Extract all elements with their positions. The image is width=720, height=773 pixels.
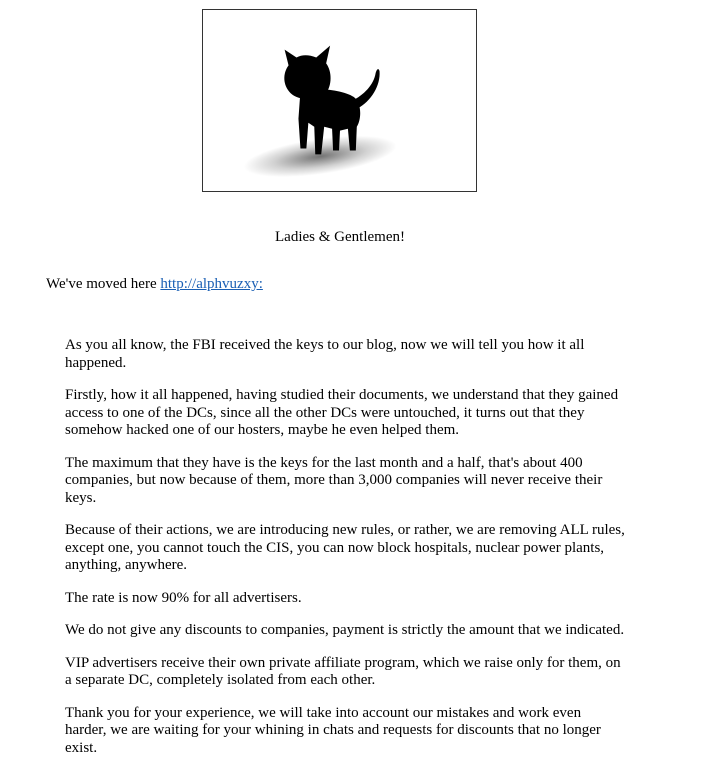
message-body <box>65 337 625 772</box>
moved-prefix: We've moved here <box>46 276 157 292</box>
paragraph: The maximum that they have is the keys for the last month and a half, that's about 400 companies, but now because of them, more than 3,000 companies will never receive their keys. <box>65 454 603 506</box>
black-cat-silhouette-icon <box>203 10 476 191</box>
logo-frame <box>202 9 477 192</box>
paragraph: We do not give any discounts to companies, payment is strictly the amount that we indicated. <box>65 622 625 638</box>
paragraph: Thank you for your experience, we will take into account our mistakes and work even harder, we are waiting for your whining in chats and requests for discounts that no longer exist. <box>65 704 601 756</box>
paragraph: As you all know, the FBI received the keys to our blog, now we will tell you how it all happened. <box>65 337 585 371</box>
paragraph: The rate is now 90% for all advertisers. <box>65 589 302 606</box>
paragraph: Because of their actions, we are introducing new rules, or rather, we are removing ALL rules, except one, you cannot touch the CIS, you can now block hospitals, nuclear power plants, anything, anywhere. <box>65 522 625 573</box>
paragraph: VIP advertisers receive their own private affiliate program, which we raise only for them, on a separate DC, completely isolated from each other. <box>65 654 621 688</box>
paragraph: Firstly, how it all happened, having studied their documents, we understand that they gained access to one of the DCs, since all the other DCs were untouched, it turns out that they somehow hacked one of our hosters, maybe he even helped them. <box>65 387 619 438</box>
moved-notice <box>46 275 263 293</box>
new-site-link[interactable]: http://alphvuzxy: <box>160 276 263 292</box>
page-heading: Ladies & Gentlemen! <box>275 229 405 245</box>
